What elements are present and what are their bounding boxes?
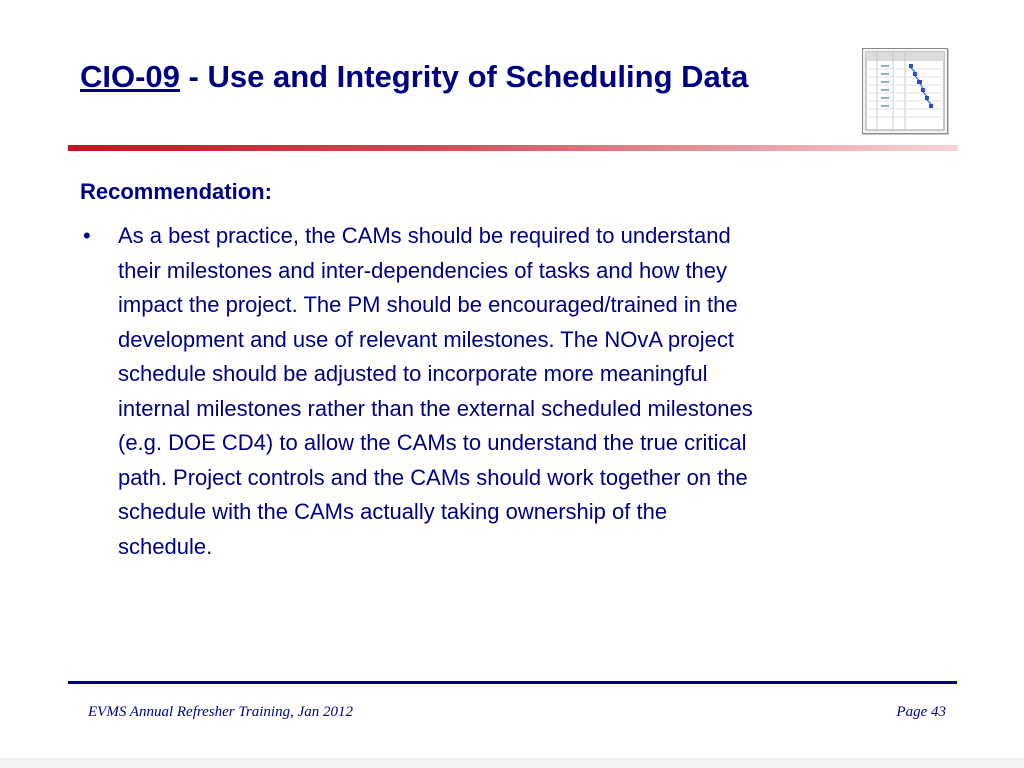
footer-divider bbox=[68, 681, 957, 684]
page-number: Page 43 bbox=[896, 704, 946, 720]
gantt-chart-icon bbox=[863, 49, 947, 133]
recommendation-heading: Recommendation: bbox=[80, 179, 272, 204]
bullet-marker: • bbox=[83, 223, 91, 248]
title-link[interactable]: CIO-09 bbox=[80, 59, 180, 94]
gantt-chart-thumbnail-icon bbox=[862, 48, 948, 134]
footer-training-label: EVMS Annual Refresher Training, Jan 2012 bbox=[88, 704, 353, 720]
title-text: - Use and Integrity of Scheduling Data bbox=[179, 59, 749, 94]
recommendation-bullet-text: As a best practice, the CAMs should be required to understand their milestones and inter-dependencies of tasks and how they impact the project. The PM should be encouraged/trained in the development and use of relevant milestones. The NOvA project schedule should be adjusted to incorporate more meaningful internal milestones rather than the external scheduled milestones (e.g. DOE CD4) to allow the CAMs to understand the true critical path. Project controls and the CAMs should work together on the schedule with the CAMs actually taking ownership of the schedule. bbox=[118, 223, 753, 559]
title-divider bbox=[68, 145, 958, 151]
slide-title bbox=[80, 58, 880, 95]
bottom-band bbox=[0, 758, 1024, 768]
